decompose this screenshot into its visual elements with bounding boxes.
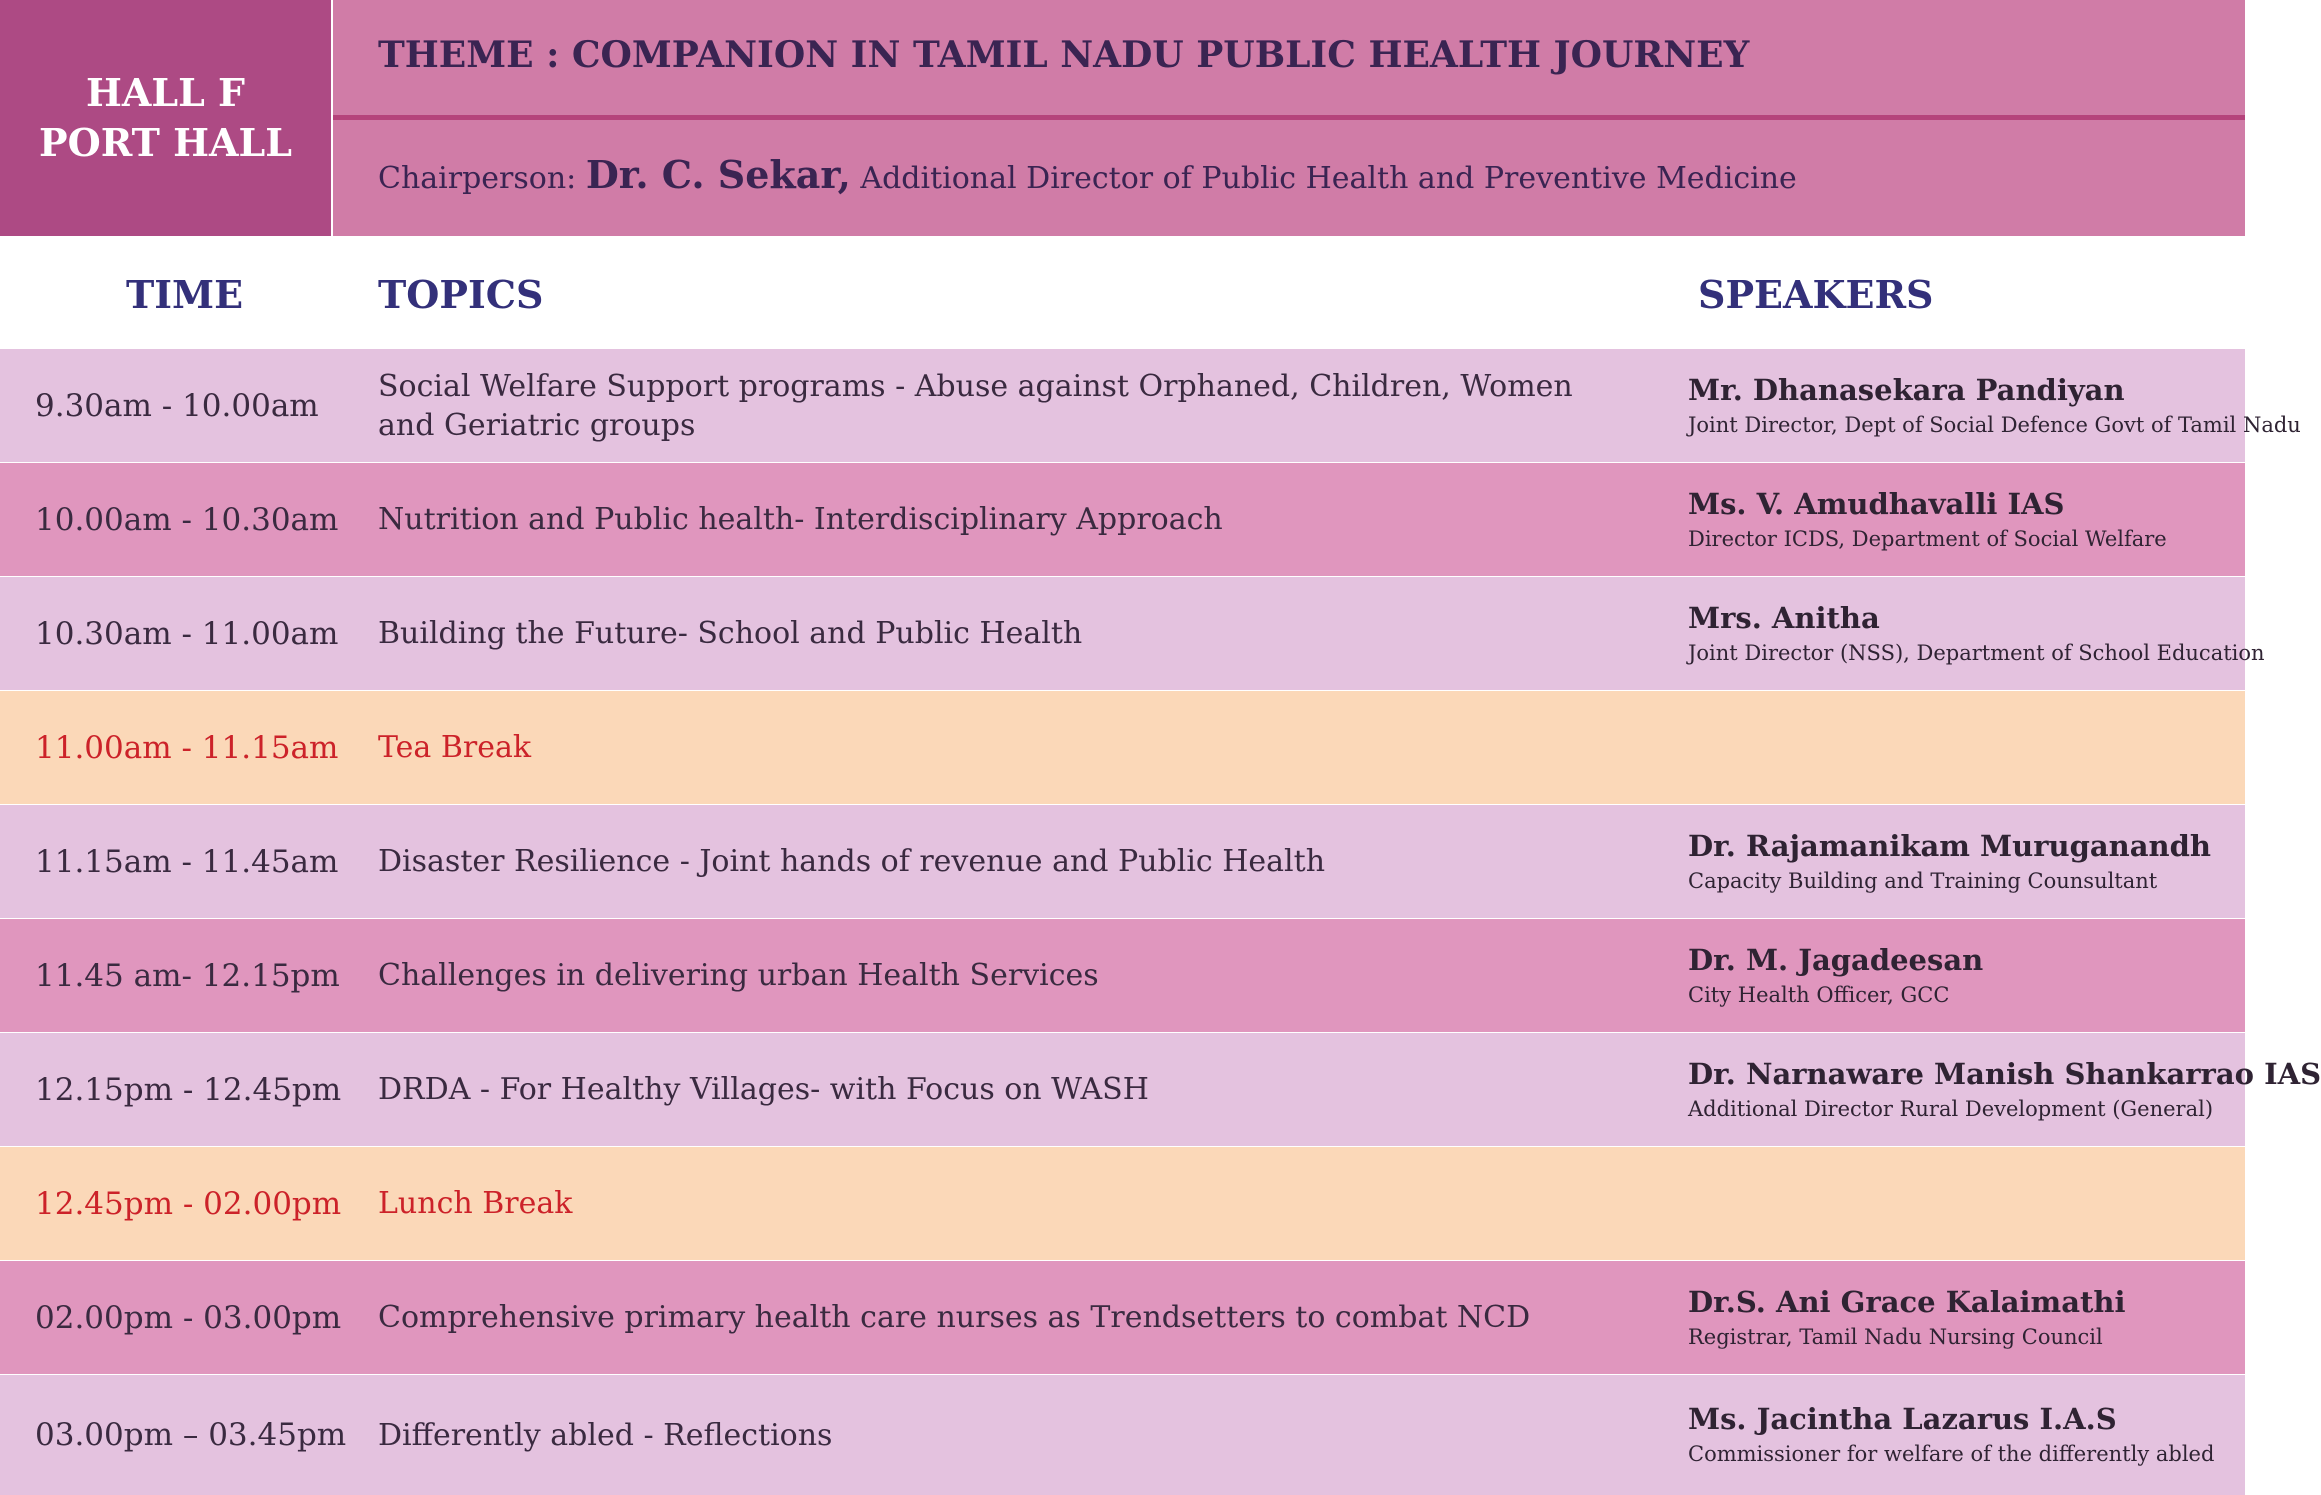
row-topic: Differently abled - Reflections — [378, 1417, 833, 1453]
row-time: 12.15pm - 12.45pm — [35, 1071, 342, 1108]
row-topic: Disaster Resilience - Joint hands of revenue and Public Health — [378, 844, 1326, 879]
schedule-row — [0, 349, 2301, 462]
schedule-row — [0, 463, 2245, 576]
row-speaker — [1688, 805, 2233, 918]
row-topic: Comprehensive primary health care nurses as Trendsetters to combat NCD — [378, 1300, 1531, 1335]
speaker-name: Ms. Jacintha Lazarus I.A.S — [1688, 1402, 2117, 1436]
column-header-time: TIME — [126, 272, 244, 317]
row-speaker — [1688, 1375, 2233, 1495]
hall-label — [0, 0, 331, 236]
speaker-role: Registrar, Tamil Nadu Nursing Council — [1688, 1324, 2103, 1349]
speaker-role: Joint Director, Dept of Social Defence Govt of Tamil Nadu — [1688, 412, 2301, 437]
break-row — [0, 691, 2245, 804]
row-time: 12.45pm - 02.00pm — [35, 1185, 342, 1222]
column-header-topics: TOPICS — [378, 272, 544, 317]
column-header-speakers: SPEAKERS — [1698, 272, 1934, 317]
row-speaker — [1688, 577, 2265, 690]
speaker-role: City Health Officer, GCC — [1688, 982, 1950, 1007]
row-topic: Tea Break — [378, 730, 532, 765]
break-row — [0, 1147, 2245, 1260]
hall-subname: PORT HALL — [39, 120, 292, 165]
speaker-name: Dr. Narnaware Manish Shankarrao IAS — [1688, 1056, 2321, 1091]
speaker-name: Dr. M. Jagadeesan — [1688, 942, 1984, 977]
theme-title: THEME : COMPANION IN TAMIL NADU PUBLIC HEALTH JOURNEY — [378, 34, 1750, 76]
speaker-role: Commissioner for welfare of the differently abled — [1688, 1442, 2215, 1466]
row-topic: Lunch Break — [378, 1186, 573, 1221]
row-time: 11.00am - 11.15am — [35, 729, 339, 766]
speaker-role: Director ICDS, Department of Social Welfare — [1688, 526, 2167, 551]
row-topic: Nutrition and Public health- Interdisciplinary Approach — [378, 502, 1223, 537]
row-time: 10.30am - 11.00am — [35, 615, 339, 652]
schedule-row — [0, 1033, 2321, 1146]
row-time: 11.15am - 11.45am — [35, 843, 339, 880]
session-header — [333, 0, 2245, 236]
row-time: 9.30am - 10.00am — [35, 387, 319, 424]
schedule-row — [0, 577, 2265, 690]
row-topic: Social Welfare Support programs - Abuse against Orphaned, Children, Women and Geriatric groups — [378, 368, 1573, 443]
speaker-role: Capacity Building and Training Counsultant — [1688, 868, 2158, 893]
row-topic: Building the Future- School and Public Health — [378, 616, 1083, 651]
row-time: 02.00pm - 03.00pm — [35, 1299, 342, 1336]
row-speaker — [1688, 463, 2233, 576]
row-time: 11.45 am- 12.15pm — [35, 957, 340, 994]
speaker-role: Additional Director Rural Development (General) — [1688, 1096, 2214, 1121]
speaker-role: Joint Director (NSS), Department of School Education — [1688, 640, 2265, 665]
row-topic: Challenges in delivering urban Health Services — [378, 958, 1099, 993]
row-speaker — [1688, 1261, 2233, 1374]
speaker-name: Mr. Dhanasekara Pandiyan — [1688, 372, 2125, 407]
row-speaker — [1688, 919, 2233, 1032]
speaker-name: Mrs. Anitha — [1688, 600, 1880, 635]
schedule-row — [0, 919, 2245, 1032]
row-speaker — [1688, 349, 2301, 462]
speaker-name: Ms. V. Amudhavalli IAS — [1688, 486, 2065, 521]
row-topic: DRDA - For Healthy Villages- with Focus on WASH — [378, 1072, 1149, 1107]
chair-role: Additional Director of Public Health and Preventive Medicine — [860, 161, 1797, 196]
row-time: 10.00am - 10.30am — [35, 501, 339, 538]
row-time: 03.00pm – 03.45pm — [35, 1417, 347, 1453]
chairperson-line — [378, 152, 2225, 197]
speaker-name: Dr. Rajamanikam Muruganandh — [1688, 828, 2211, 863]
schedule-row — [0, 1261, 2245, 1374]
chair-name: Dr. C. Sekar, — [585, 152, 851, 197]
schedule-row — [0, 1375, 2245, 1495]
chair-label: Chairperson: — [378, 161, 577, 196]
speaker-name: Dr.S. Ani Grace Kalaimathi — [1688, 1284, 2126, 1319]
row-speaker — [1688, 1033, 2321, 1146]
header-divider — [333, 115, 2245, 120]
schedule-row — [0, 805, 2245, 918]
hall-name: HALL F — [85, 70, 246, 115]
